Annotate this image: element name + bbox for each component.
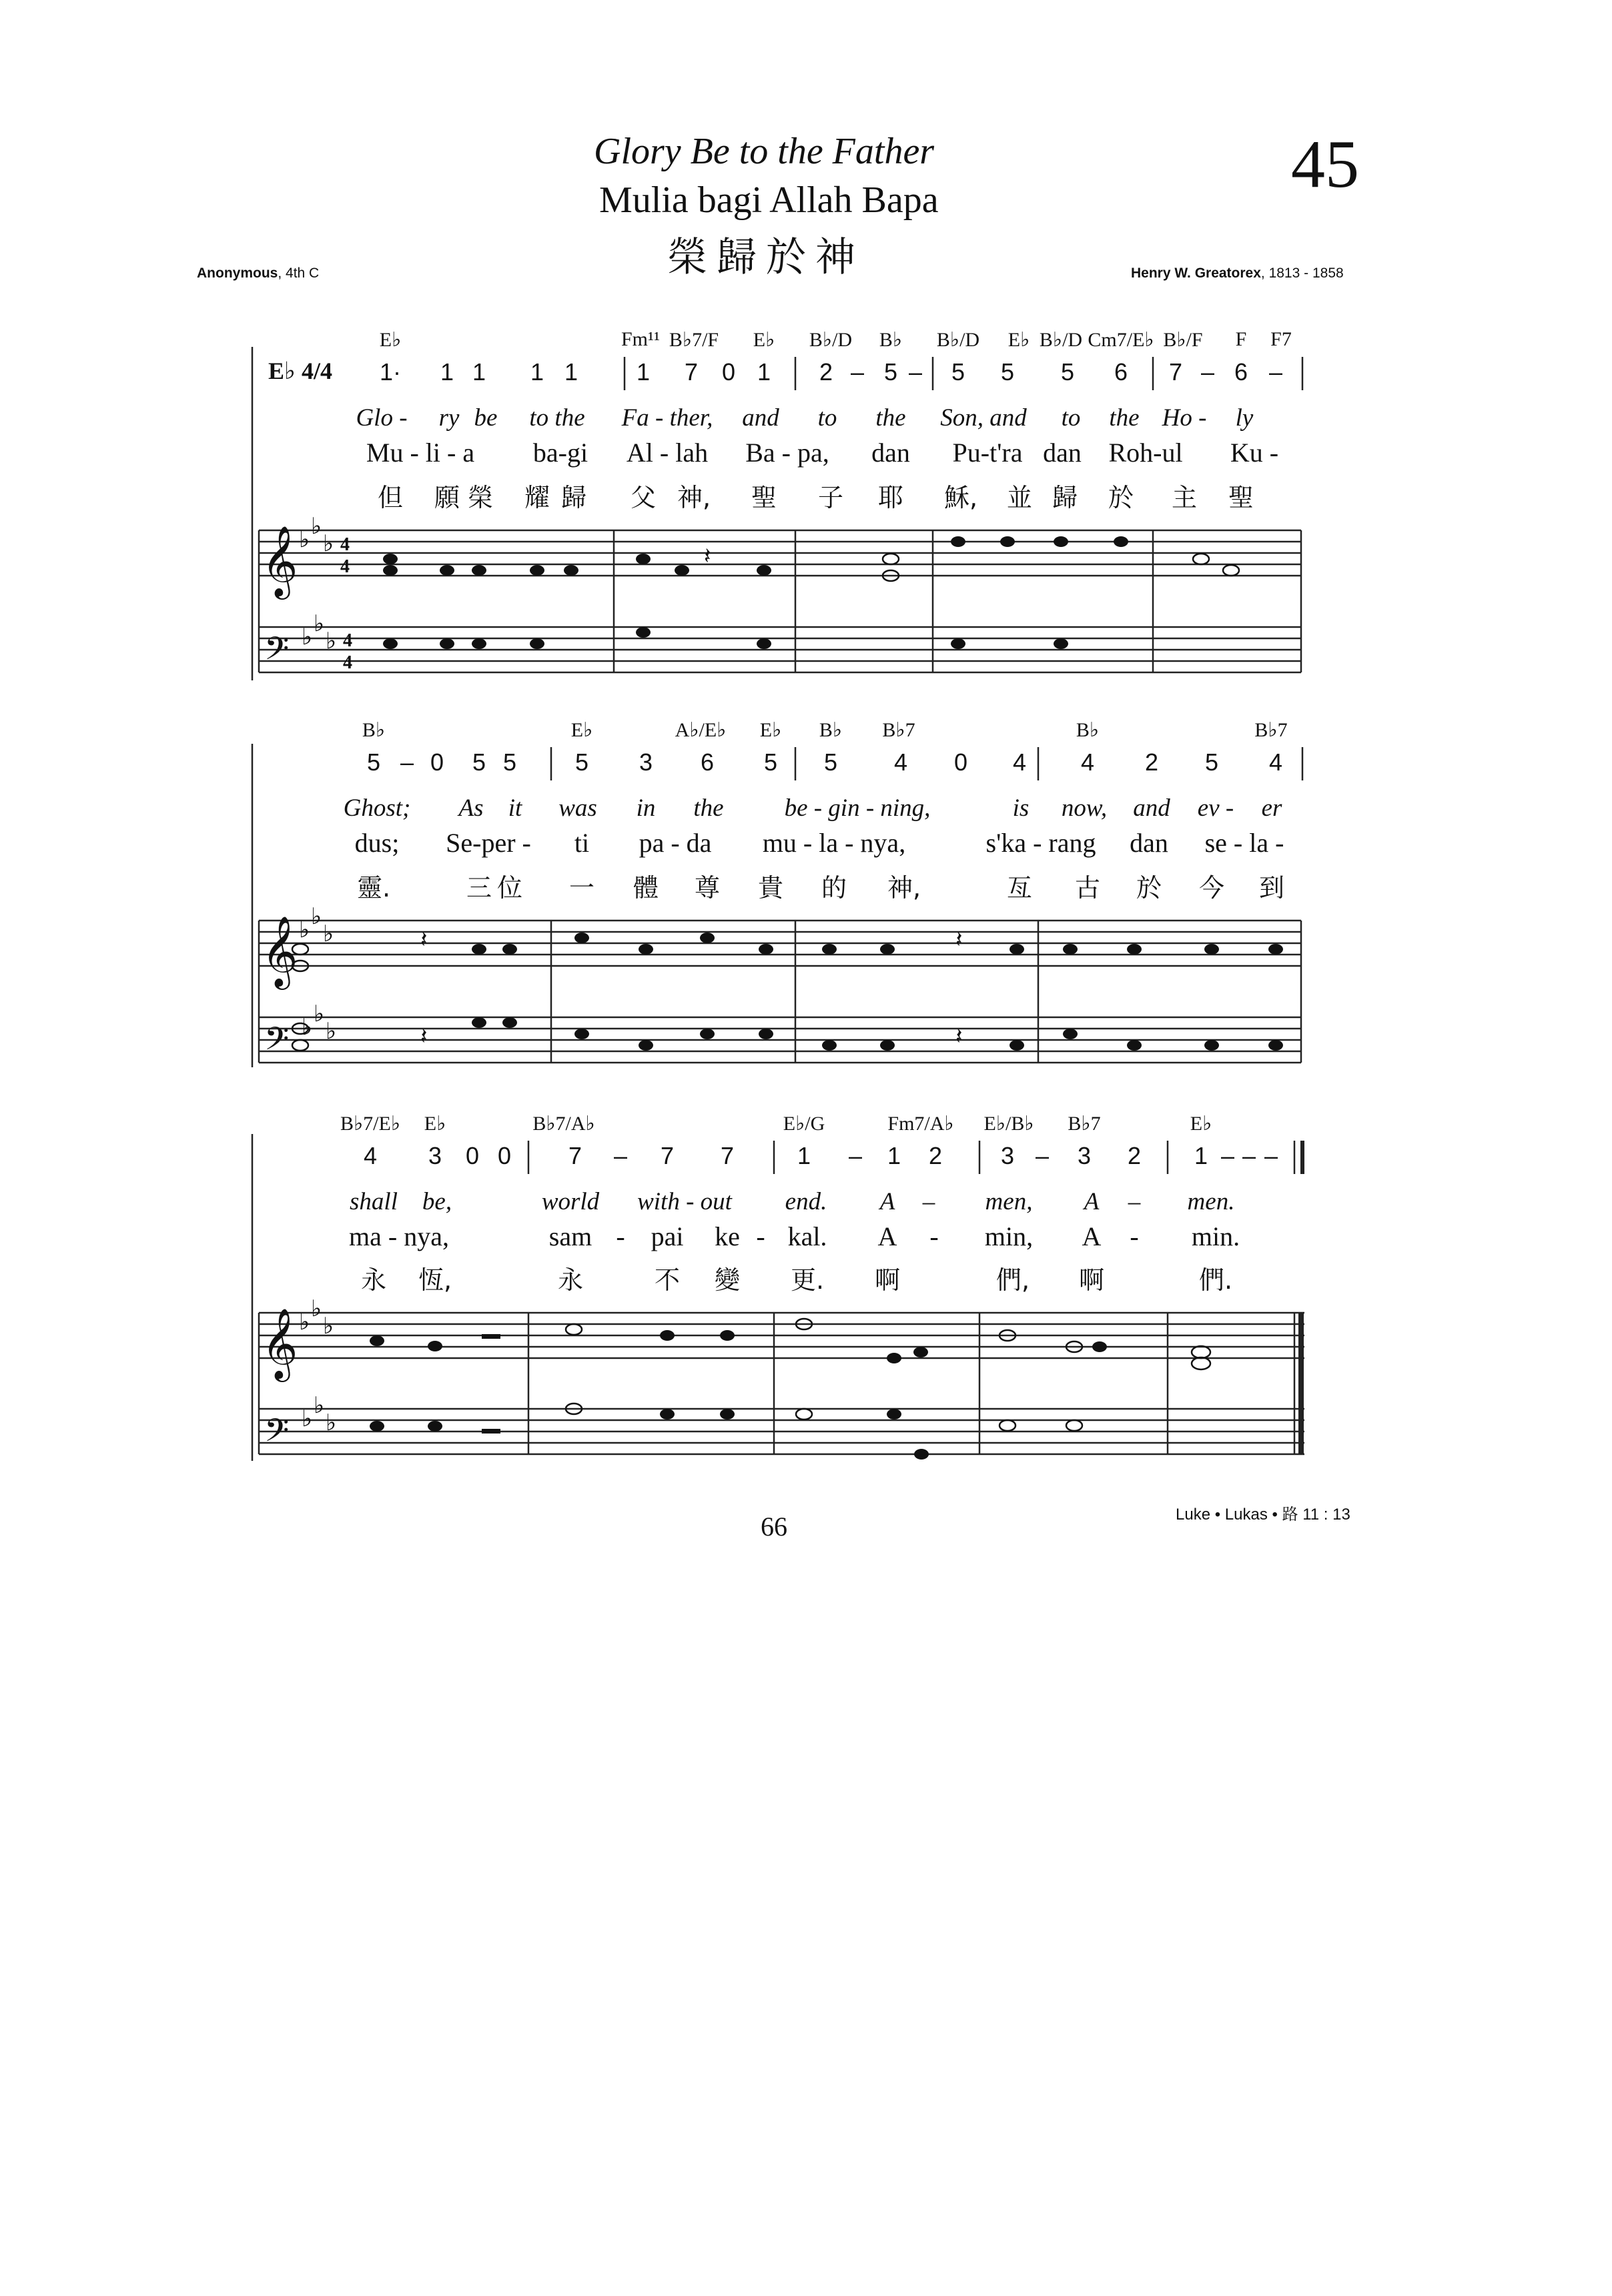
- svg-text:♭: ♭: [314, 1001, 325, 1027]
- lyric: dan: [1043, 438, 1082, 468]
- lyric: 父: [630, 483, 657, 512]
- note-number: 5: [763, 748, 778, 776]
- svg-text:𝄢: 𝄢: [264, 630, 290, 675]
- lyric: to: [1061, 404, 1081, 432]
- svg-text:♭: ♭: [326, 1409, 337, 1436]
- note-number: –: [400, 748, 414, 776]
- lyric: the: [693, 794, 724, 822]
- chord: B♭7/E♭: [340, 1113, 400, 1135]
- author-date: , 4th C: [278, 265, 320, 281]
- chord: B♭: [879, 329, 903, 351]
- title-indonesian: Mulia bagi Allah Bapa: [599, 179, 939, 221]
- svg-text:♭: ♭: [326, 1018, 337, 1045]
- composer-dates: , 1813 - 1858: [1260, 265, 1344, 281]
- lyric: 耶: [877, 483, 904, 512]
- lyric: now,: [1061, 794, 1108, 822]
- note-number: 5: [823, 748, 838, 776]
- svg-text:♭: ♭: [299, 1309, 310, 1335]
- note-number: 4: [363, 1142, 378, 1169]
- note-number: 7: [660, 1142, 675, 1169]
- lyric: ry: [438, 404, 460, 432]
- lyric: Son, and: [940, 404, 1027, 432]
- lyric: men.: [1187, 1188, 1235, 1215]
- note-number: 1·: [379, 358, 402, 386]
- lyric: 聖: [1228, 483, 1254, 512]
- lyric: be: [474, 404, 498, 432]
- lyric: A: [1082, 1221, 1102, 1251]
- note-number: 5: [574, 748, 589, 776]
- note-number: 5: [1060, 358, 1075, 386]
- svg-text:4: 4: [340, 534, 350, 555]
- note-number: 5: [883, 358, 898, 386]
- note-number: –: [1035, 1142, 1050, 1169]
- note-number: 6: [700, 748, 715, 776]
- lyric: min,: [984, 1221, 1034, 1251]
- chord: E♭: [570, 719, 593, 741]
- lyric: to: [817, 404, 837, 432]
- svg-text:♭: ♭: [314, 1392, 325, 1419]
- lyric: 榮: [467, 483, 494, 512]
- svg-text:4: 4: [343, 652, 352, 673]
- chord: E♭: [753, 329, 775, 351]
- lyric: mu - la - nya,: [762, 828, 906, 858]
- lyric: Roh-ul: [1108, 438, 1183, 468]
- lyric: 們.: [1198, 1265, 1233, 1295]
- svg-text:𝄽: 𝄽: [955, 927, 963, 953]
- chord: E♭: [759, 719, 782, 741]
- note-number: 1: [472, 358, 486, 386]
- lyric: dan: [1130, 828, 1168, 858]
- svg-text:𝄢: 𝄢: [264, 1411, 290, 1457]
- note-number: 0: [497, 1142, 512, 1169]
- lyric: se - la -: [1204, 828, 1284, 858]
- lyric: -: [616, 1221, 625, 1251]
- chord: B♭7: [882, 719, 915, 741]
- note-number: 2: [1127, 1142, 1142, 1169]
- hollow-note-heads: [292, 554, 1239, 1431]
- lyric: 聖: [751, 483, 777, 512]
- lyric: 歸: [560, 483, 587, 512]
- lyric: ke: [715, 1221, 740, 1251]
- chord: E♭: [1008, 329, 1030, 351]
- note-number: 5: [951, 358, 965, 386]
- note-number: 0: [721, 358, 736, 386]
- lyric: ma - nya,: [349, 1221, 449, 1251]
- lyric: 於: [1108, 483, 1134, 512]
- note-number: 2: [928, 1142, 943, 1169]
- svg-text:𝄽: 𝄽: [420, 927, 428, 953]
- lyric: 變: [714, 1265, 741, 1295]
- svg-text:♭: ♭: [299, 526, 310, 553]
- note-number: 2: [1144, 748, 1159, 776]
- note-number: 2: [819, 358, 833, 386]
- chord: E♭/G: [783, 1113, 825, 1135]
- note-number: 3: [1000, 1142, 1015, 1169]
- lyric: A: [877, 1221, 897, 1251]
- note-number: 1: [1194, 1142, 1208, 1169]
- lyric: to the: [529, 404, 585, 432]
- lyric: be,: [422, 1188, 452, 1215]
- note-number: 4: [893, 748, 908, 776]
- note-number: –: [908, 358, 923, 386]
- note-number: 4: [1268, 748, 1283, 776]
- chord: B♭: [362, 719, 386, 741]
- lyric: world: [541, 1188, 600, 1215]
- chord: E♭: [1190, 1113, 1212, 1135]
- lyric: pa - da: [639, 828, 712, 858]
- lyric: Pu-t'ra: [952, 438, 1023, 468]
- lyric: 啊: [874, 1265, 901, 1295]
- treble-staff-2: [259, 921, 1301, 966]
- note-number: 1: [564, 358, 578, 386]
- chord: B♭/D: [1039, 329, 1083, 351]
- lyric: 神,: [677, 483, 711, 512]
- lyric: Ku -: [1230, 438, 1279, 468]
- lyric: 的: [821, 873, 847, 903]
- lyric: with - out: [637, 1188, 732, 1215]
- lyric: 並: [1006, 483, 1033, 512]
- lyric: 但: [377, 483, 404, 512]
- lyric: 貴: [757, 873, 784, 903]
- chord: A♭/E♭: [675, 719, 727, 741]
- chord: F7: [1270, 328, 1292, 350]
- bass-staff-3: [259, 1409, 1304, 1454]
- lyric: Mu - li - a: [366, 438, 475, 468]
- svg-text:♭: ♭: [302, 1405, 313, 1432]
- lyric: 子: [817, 483, 844, 512]
- svg-text:♭: ♭: [323, 1313, 334, 1339]
- lyric: the: [875, 404, 906, 432]
- note-number: 5: [502, 748, 517, 776]
- note-number: 4: [1012, 748, 1027, 776]
- lyric: 靈.: [356, 873, 391, 903]
- note-number: 6: [1114, 358, 1128, 386]
- chord: E♭: [379, 329, 402, 351]
- lyric: 不: [654, 1265, 681, 1295]
- chord: Cm7/E♭: [1088, 329, 1154, 351]
- lyric: kal.: [787, 1221, 827, 1251]
- svg-text:𝄞: 𝄞: [262, 915, 298, 987]
- lyric: sam: [548, 1221, 592, 1251]
- note-number: 3: [1077, 1142, 1092, 1169]
- author-name: Anonymous: [197, 265, 278, 281]
- svg-text:♭: ♭: [311, 1295, 322, 1322]
- bass-staff-2: [259, 1017, 1301, 1063]
- chord: B♭/D: [936, 329, 980, 351]
- lyric: 耀: [524, 483, 550, 512]
- key-signature: E♭ 4/4: [268, 358, 332, 384]
- title-chinese: 榮歸於神: [667, 234, 865, 281]
- lyric: it: [508, 794, 522, 822]
- note-number: –: [613, 1142, 628, 1169]
- svg-text:♭: ♭: [302, 624, 313, 650]
- svg-text:♭: ♭: [326, 628, 337, 654]
- lyric: A: [1084, 1188, 1100, 1215]
- lyric: Ba - pa,: [745, 438, 829, 468]
- lyric: 永: [360, 1265, 387, 1295]
- hymn-number: 45: [1291, 127, 1359, 202]
- lyric: 啊: [1078, 1265, 1105, 1295]
- lyric: ba-gi: [532, 438, 588, 468]
- lyric: 於: [1136, 873, 1162, 903]
- treble-staff-3: [259, 1313, 1304, 1358]
- lyric: –: [1128, 1188, 1141, 1215]
- lyric: Se-per -: [446, 828, 531, 858]
- note-number: 4: [1080, 748, 1095, 776]
- svg-text:♭: ♭: [323, 530, 334, 557]
- svg-text:♭: ♭: [302, 1014, 313, 1041]
- note-number: 1: [797, 1142, 811, 1169]
- lyric: 願: [434, 483, 460, 512]
- lyric: is: [1012, 794, 1030, 822]
- lyric: 神,: [887, 873, 921, 903]
- chord: F: [1235, 328, 1247, 350]
- lyric: the: [1109, 404, 1140, 432]
- note-number: 7: [684, 358, 699, 386]
- note-number: 5: [1204, 748, 1219, 776]
- note-number: –: [850, 358, 865, 386]
- chord: B♭: [1076, 719, 1100, 741]
- chord: B♭7/A♭: [532, 1113, 595, 1135]
- lyric: end.: [785, 1188, 827, 1215]
- svg-text:𝄽: 𝄽: [420, 1023, 428, 1050]
- chord: B♭: [819, 719, 843, 741]
- note-number: 7: [720, 1142, 735, 1169]
- lyric: 更.: [790, 1265, 825, 1295]
- title-english: Glory Be to the Father: [594, 131, 935, 172]
- lyric: 體: [633, 873, 659, 903]
- note-number: 5: [366, 748, 381, 776]
- svg-text:4: 4: [340, 556, 350, 577]
- svg-text:𝄽: 𝄽: [704, 543, 711, 570]
- chord: Fm¹¹: [621, 328, 661, 350]
- svg-text:♭: ♭: [311, 513, 322, 540]
- svg-text:𝄽: 𝄽: [955, 1023, 963, 1050]
- note-number: 1: [757, 358, 771, 386]
- svg-text:𝄞: 𝄞: [262, 1307, 298, 1379]
- composer-name: Henry W. Greatorex: [1131, 265, 1261, 281]
- lyric: was: [558, 794, 597, 822]
- lyric: Ho -: [1162, 404, 1207, 432]
- lyric: pai: [651, 1221, 684, 1251]
- note-number: 5: [472, 748, 486, 776]
- note-number: 6: [1234, 358, 1248, 386]
- note-number: 3: [639, 748, 653, 776]
- bass-staff-1: [259, 627, 1301, 672]
- lyric: –: [922, 1188, 935, 1215]
- chord: Fm7/A♭: [887, 1113, 954, 1135]
- lyric: Glo -: [356, 404, 408, 432]
- page-number: 66: [761, 1512, 787, 1542]
- lyric: s'ka - rang: [985, 828, 1096, 858]
- chord: B♭7: [1068, 1113, 1101, 1135]
- chord: E♭: [424, 1113, 446, 1135]
- lyric: dan: [871, 438, 910, 468]
- lyric: 們,: [995, 1265, 1030, 1295]
- lyric: ly: [1235, 404, 1254, 432]
- svg-text:♭: ♭: [311, 903, 322, 930]
- chord: B♭/D: [809, 329, 853, 351]
- lyric: 古: [1074, 873, 1101, 903]
- note-number: 0: [430, 748, 444, 776]
- note-number: 1: [530, 358, 544, 386]
- svg-text:𝄞: 𝄞: [262, 525, 298, 596]
- svg-text:♭: ♭: [299, 917, 310, 943]
- lyric: A: [879, 1188, 895, 1215]
- treble-staff-1: [259, 530, 1301, 576]
- lyric: 恆,: [418, 1265, 452, 1295]
- lyric: men,: [985, 1188, 1033, 1215]
- lyric: in: [636, 794, 656, 822]
- svg-text:♭: ♭: [314, 610, 325, 637]
- chord: B♭/F: [1163, 329, 1203, 351]
- lyric: er: [1261, 794, 1282, 822]
- note-number: –: [1264, 1142, 1278, 1169]
- note-number: 7: [1168, 358, 1183, 386]
- lyric: and: [1133, 794, 1170, 822]
- note-number: 0: [465, 1142, 480, 1169]
- note-number: –: [1220, 1142, 1235, 1169]
- note-heads: [370, 536, 1283, 1460]
- lyric: 主: [1171, 483, 1198, 512]
- scripture-reference: Luke • Lukas • 路 11 : 13: [1176, 1506, 1350, 1524]
- note-number: 0: [953, 748, 968, 776]
- note-number: 1: [636, 358, 651, 386]
- lyric: Ghost;: [343, 794, 411, 822]
- lyric: 穌,: [943, 483, 978, 512]
- note-number: 1: [887, 1142, 901, 1169]
- half-rests: [482, 1334, 500, 1433]
- lyric: Fa - ther,: [621, 404, 713, 432]
- lyric: 永: [557, 1265, 584, 1295]
- note-number: –: [1268, 358, 1283, 386]
- note-number: 7: [568, 1142, 582, 1169]
- lyric: min.: [1191, 1221, 1240, 1251]
- svg-text:𝄢: 𝄢: [264, 1020, 290, 1065]
- lyric: -: [929, 1221, 939, 1251]
- lyric: 位: [496, 873, 523, 903]
- lyric: shall: [350, 1188, 398, 1215]
- chord: B♭7/F: [669, 329, 719, 351]
- note-number: –: [848, 1142, 863, 1169]
- lyric: 到: [1258, 873, 1285, 903]
- lyric: 一: [568, 873, 595, 903]
- chord: E♭/B♭: [983, 1113, 1034, 1135]
- svg-text:♭: ♭: [323, 921, 334, 947]
- lyric: -: [1130, 1221, 1139, 1251]
- lyric: -: [756, 1221, 765, 1251]
- note-number: 1: [440, 358, 454, 386]
- lyric: 三: [466, 873, 492, 903]
- chord: B♭7: [1254, 719, 1288, 741]
- note-number: –: [1242, 1142, 1256, 1169]
- svg-text:4: 4: [343, 630, 352, 651]
- lyric: and: [742, 404, 779, 432]
- lyric: 今: [1198, 873, 1225, 903]
- lyric: 尊: [694, 873, 721, 903]
- lyric: be - gin - ning,: [784, 794, 931, 822]
- lyric: 亙: [1006, 873, 1033, 903]
- note-number: 5: [1000, 358, 1015, 386]
- note-number: 3: [428, 1142, 442, 1169]
- lyric: ti: [574, 828, 590, 858]
- lyric: dus;: [354, 828, 400, 858]
- lyric: As: [458, 794, 484, 822]
- lyric: ev -: [1197, 794, 1234, 822]
- lyric: 歸: [1052, 483, 1078, 512]
- lyric: Al - lah: [626, 438, 709, 468]
- note-number: –: [1200, 358, 1215, 386]
